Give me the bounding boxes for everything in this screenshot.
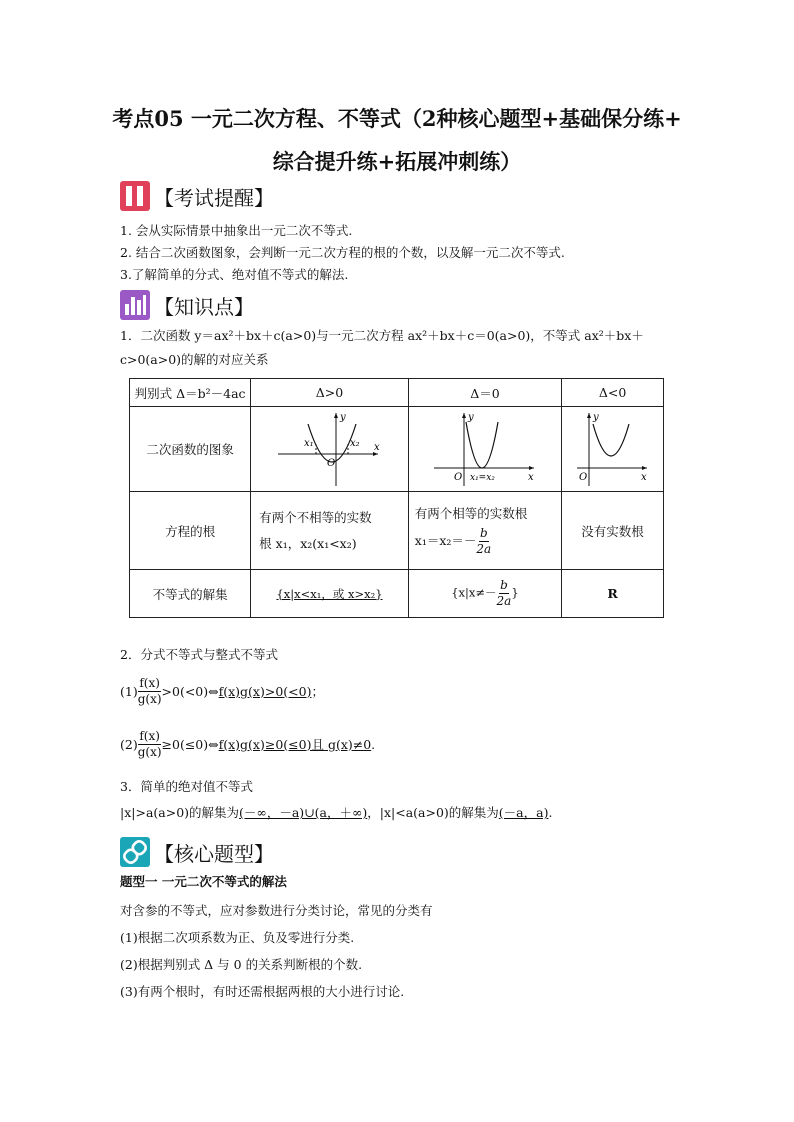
roots-eq-line1: 有两个相等的实数根 xyxy=(414,506,528,521)
root-x2-label: x₂ xyxy=(350,438,361,449)
core-line-3: (2)根据判别式 Δ 与 0 的关系判断根的个数. xyxy=(120,957,363,972)
table-row xyxy=(130,492,664,570)
equivalent-form-2: f(x)g(x)≥0(≤0)且 g(x)≠0 xyxy=(218,736,372,752)
core-heading xyxy=(120,836,274,868)
roots-eq-fraction: $\frac{b}{2a}$ xyxy=(476,526,492,556)
table-header-eq: Δ＝0 xyxy=(408,379,561,407)
reminder-heading xyxy=(120,180,274,212)
roots-row-label: 方程的根 xyxy=(130,492,251,570)
fraction-inequality-2: (2) $\frac{f(x)}{g(x)}$ ≥0(≤0)⇔ f(x)g(x)≥0(≤0)且 g(x)≠0 . xyxy=(120,729,376,759)
axis-y-label: y xyxy=(467,412,474,423)
roots-eq-prefix: x₁＝x₂＝－ xyxy=(414,533,477,548)
roots-double xyxy=(408,492,561,570)
page-title-line2: 综合提升练+拓展冲刺练） xyxy=(272,149,522,174)
pause-icon xyxy=(120,181,150,211)
knowledge-title: 【知识点】 xyxy=(154,294,254,319)
table-row xyxy=(130,379,664,407)
knowledge-p2-heading: 2．分式不等式与整式不等式 xyxy=(120,647,278,662)
double-root-label: x₁=x₂ xyxy=(469,473,495,483)
fraction-inequality-1: (1) $\frac{f(x)}{g(x)}$ >0(<0)⇔ f(x)g(x)>0(<0) ； xyxy=(120,676,324,706)
core-type1-title: 题型一 一元二次不等式的解法 xyxy=(120,874,287,889)
parabola-no-root-graph xyxy=(573,410,653,488)
parabola-two-roots-graph xyxy=(274,410,384,488)
roots-gt-line1: 有两个不相等的实数 xyxy=(259,509,372,525)
graph-two-roots xyxy=(251,407,409,492)
axis-x-label: x xyxy=(640,472,647,483)
core-title: 【核心题型】 xyxy=(154,841,274,866)
item-label: (2) xyxy=(120,736,138,752)
solset-all-reals: R xyxy=(562,570,664,618)
parabola-one-root-graph xyxy=(430,410,540,488)
axis-y-label: y xyxy=(592,412,599,423)
quadratic-relation-table xyxy=(129,378,664,618)
solset-eq-fraction: $\frac{b}{2a}$ xyxy=(496,578,512,608)
roots-none: 没有实数根 xyxy=(562,492,664,570)
table-header-gt: Δ>0 xyxy=(251,379,409,407)
origin-label: O xyxy=(453,472,463,483)
axis-x-label: x xyxy=(527,472,534,483)
roots-eq-line2 xyxy=(415,526,557,557)
reminder-title: 【考试提醒】 xyxy=(154,185,274,210)
root-x1-label: x₁ xyxy=(304,438,315,449)
graph-row-label: 二次函数的图象 xyxy=(130,407,251,492)
table-row xyxy=(130,570,664,618)
table-header-discriminant: 判别式 Δ＝b²－4ac xyxy=(130,379,251,407)
axis-x-label: x xyxy=(374,442,381,453)
knowledge-p1-line1: 1．二次函数 y＝ax²＋bx＋c(a>0)与一元二次方程 ax²＋bx＋c＝0(a>0)，不等式 ax²＋bx＋ xyxy=(120,328,644,343)
bar-chart-icon xyxy=(120,290,150,320)
axis-y-label: y xyxy=(340,412,347,423)
origin-label: O xyxy=(327,458,336,469)
fraction-fg-2: $\frac{f(x)}{g(x)}$ xyxy=(137,729,162,759)
core-line-1: 对含参的不等式，应对参数进行分类讨论，常见的分类有 xyxy=(120,903,433,918)
fraction-fg-1: $\frac{f(x)}{g(x)}$ xyxy=(137,676,162,706)
solset-two-roots: {x|x<x₁，或 x>x₂} xyxy=(251,570,409,618)
solset-double-root: {x|x≠－ $\frac{b}{2a}$ } xyxy=(408,570,561,618)
item-label: (1) xyxy=(120,683,138,699)
table-header-lt: Δ<0 xyxy=(562,379,664,407)
roots-two-distinct xyxy=(251,492,409,570)
reminder-item-1: 1. 会从实际情景中抽象出一元二次不等式. xyxy=(120,223,353,238)
knowledge-p3-heading: 3．简单的绝对值不等式 xyxy=(120,779,253,794)
reminder-item-3: 3.了解简单的分式、绝对值不等式的解法. xyxy=(120,267,349,282)
page-title-line1: 考点05 一元二次方程、不等式（2种核心题型+基础保分练+ xyxy=(112,106,682,131)
core-line-2: (1)根据二次项系数为正、负及零进行分类. xyxy=(120,930,355,945)
solset-row-label: 不等式的解集 xyxy=(130,570,251,618)
link-icon xyxy=(120,837,150,867)
core-line-4: (3)有两个根时，有时还需根据两根的大小进行讨论. xyxy=(120,984,405,999)
absolute-value-inequality: |x|>a(a>0)的解集为(－∞，－a)∪(a，＋∞)，|x|<a(a>0)的解集为(－a，a). xyxy=(120,805,553,820)
graph-no-root xyxy=(562,407,664,492)
equivalent-form-1: f(x)g(x)>0(<0) xyxy=(218,683,312,699)
solution-lt-a: (－a，a) xyxy=(498,805,549,820)
solution-gt-a: (－∞，－a)∪(a，＋∞) xyxy=(239,805,368,820)
table-row xyxy=(130,407,664,492)
origin-label: O xyxy=(578,472,587,483)
reminder-item-2: 2. 结合二次函数图象，会判断一元二次方程的根的个数，以及解一元二次不等式. xyxy=(120,245,565,260)
knowledge-heading xyxy=(120,289,254,321)
knowledge-p1-line2: c>0(a>0)的解的对应关系 xyxy=(120,352,269,367)
graph-one-root xyxy=(408,407,561,492)
roots-gt-line2: 根 x₁，x₂(x₁<x₂) xyxy=(259,535,357,551)
